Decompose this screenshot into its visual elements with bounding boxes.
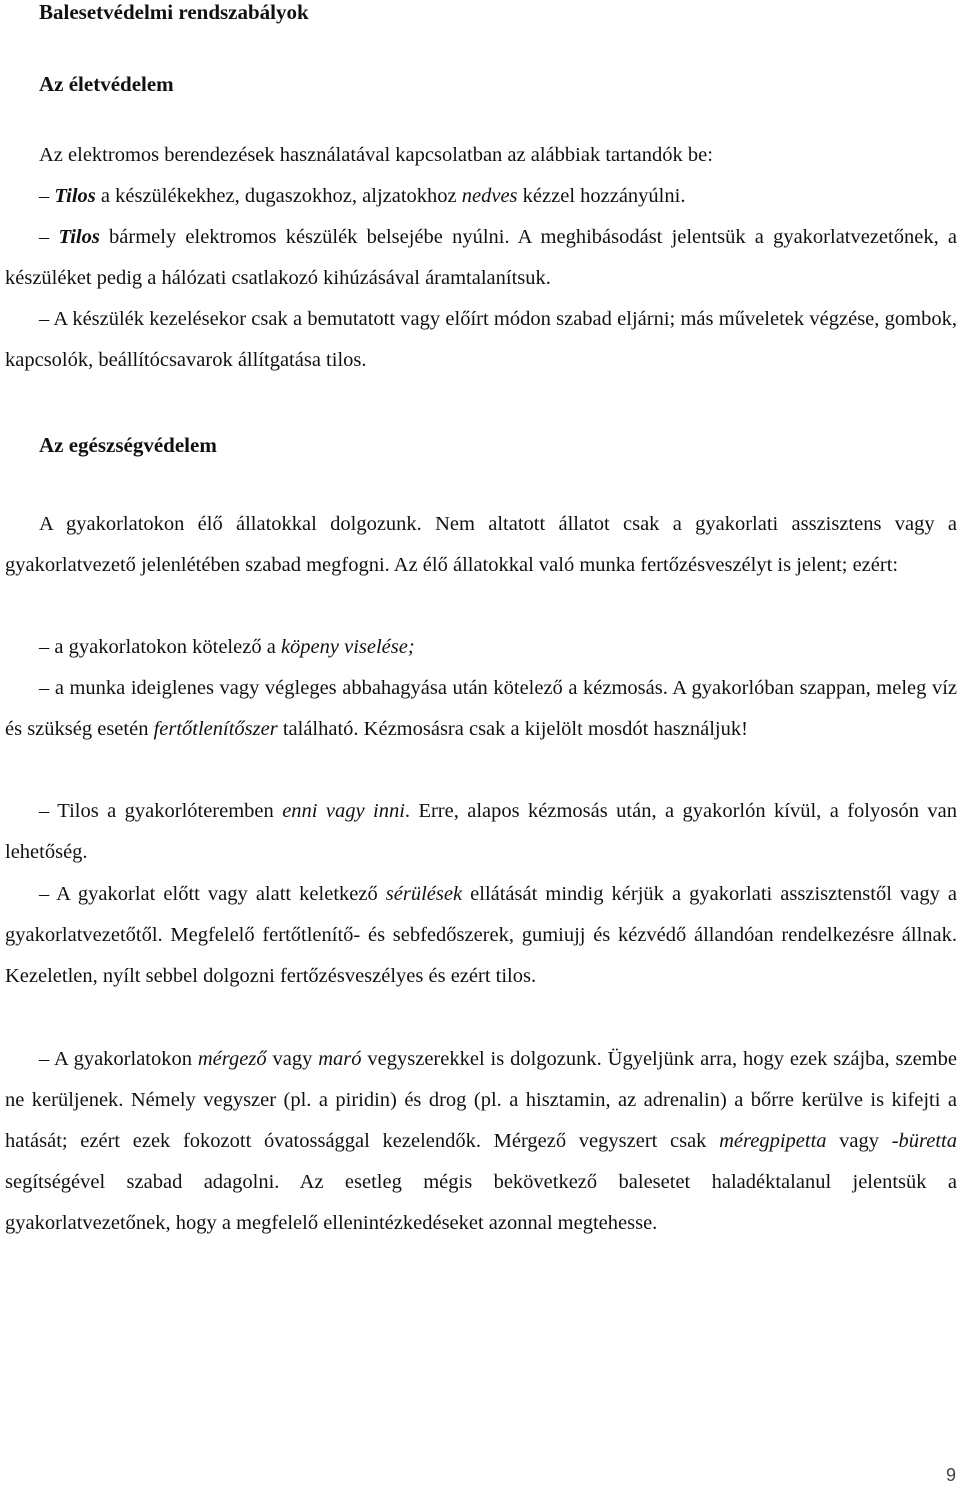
health-item-4: – A gyakorlat előtt vagy alatt keletkező sérülések ellátását mindig kérjük a gyakorlati asszisztenstől vagy a gyakorlatvezetőtől. Megfelelő fertőtlenítő- és sebfedőszerek, gumiujj és kézvédő állandóan rendelkezésre állnak. Kezeletlen, nyílt sebbel dolgozni fertőzésveszélyes és ezért tilos. [5, 883, 957, 987]
life-item-1: – Tilos a készülékekhez, dugaszokhoz, aljzatokhoz nedves kézzel hozzányúlni. [39, 185, 686, 207]
section-heading-health: Az egészségvédelem [39, 433, 217, 457]
health-item-1: – a gyakorlatokon kötelező a köpeny viselése; [39, 636, 415, 658]
page-number: 9 [945, 1465, 956, 1485]
life-item-3: – A készülék kezelésekor csak a bemutatott vagy előírt módon szabad eljárni; más műveletek végzése, gombok, kapcsolók, beállítócsavarok állítgatása tilos. [5, 308, 957, 371]
health-item-5: – A gyakorlatokon mérgező vagy maró vegyszerekkel is dolgozunk. Ügyeljünk arra, hogy ezek szájba, szembe ne kerüljenek. Némely vegyszer (pl. a piridin) és drog (pl. a hisztamin, az adrenalin) a bőrre kerülve is kifejti a hatását; ezért ezek fokozott óvatossággal kezelendők. Mérgező vegyszert csak méregpipetta vagy -büretta segítségével szabad adagolni. Az esetleg mégis bekövetkező balesetet haladéktalanul jelentsük a gyakorlatvezetőnek, hogy a megfelelő ellenintézkedéseket azonnal megtehesse. [5, 1048, 957, 1234]
health-intro: A gyakorlatokon élő állatokkal dolgozunk. Nem altatott állatot csak a gyakorlati asszisztens vagy a gyakorlatvezető jelenlétében szabad megfogni. Az élő állatokkal való munka fertőzésveszélyt is jelent; ezért: [5, 513, 957, 576]
health-item-2: – a munka ideiglenes vagy végleges abbahagyása után kötelező a kézmosás. A gyakorlóban szappan, meleg víz és szükség esetén fertőtlenítőszer található. Kézmosásra csak a kijelölt mosdót használjuk! [5, 677, 957, 740]
health-item-3: – Tilos a gyakorlóteremben enni vagy inni. Erre, alapos kézmosás után, a gyakorlón kívül, a folyosón van lehetőség. [5, 800, 957, 863]
life-intro: Az elektromos berendezések használatával kapcsolatban az alábbiak tartandók be: [39, 144, 713, 166]
section-heading-life: Az életvédelem [39, 72, 174, 96]
page-title: Balesetvédelmi rendszabályok [39, 0, 309, 24]
life-item-2: – Tilos bármely elektromos készülék belsejébe nyúlni. A meghibásodást jelentsük a gyakorlatvezetőnek, a készüléket pedig a hálózati csatlakozó kihúzásával áramtalanítsuk. [5, 226, 957, 289]
